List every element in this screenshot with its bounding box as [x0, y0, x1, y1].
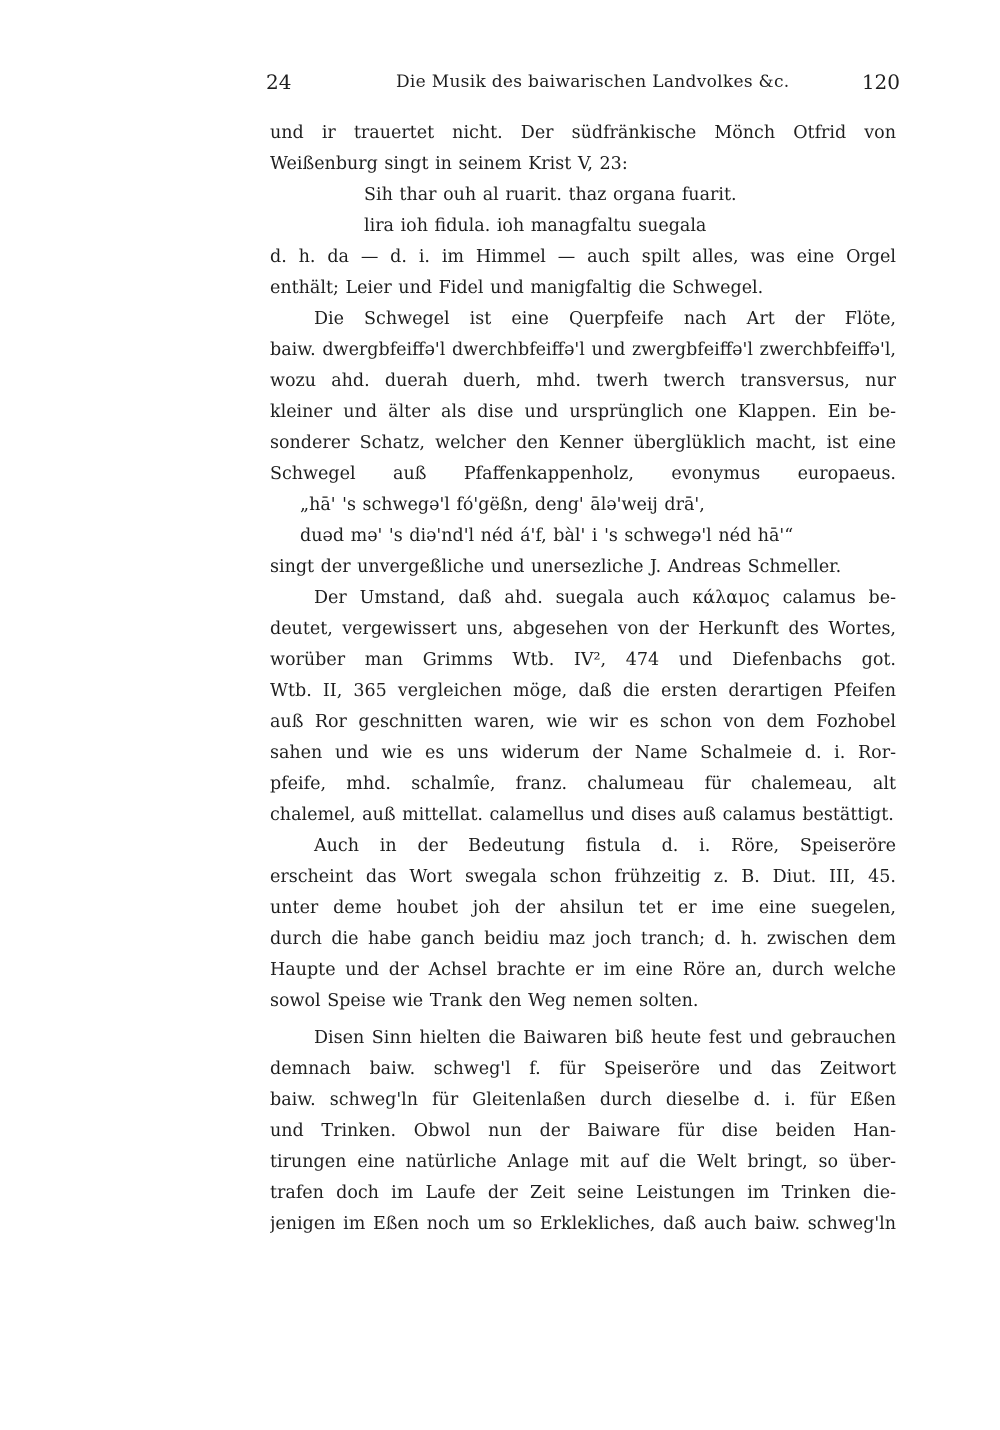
text-line: lira ioh fidula. ioh managfaltu suegala	[364, 216, 707, 236]
text-line: chalemel, auß mittellat. calamellus und dises auß calamus bestättigt.	[270, 805, 894, 825]
text-line: kleiner und älter als dise und ursprünglich one Klappen. Ein be-	[270, 402, 896, 422]
text-line: d. h. da — d. i. im Himmel — auch spilt alles, was eine Orgel	[270, 247, 896, 267]
text-line: deutet, vergewissert uns, abgesehen von der Herkunft des Wortes,	[270, 619, 896, 639]
text-line: und ir trauertet nicht. Der südfränkische Mönch Otfrid von	[270, 123, 896, 143]
text-line: sowol Speise wie Trank den Weg nemen solten.	[270, 991, 699, 1011]
text-line: „hā' 's schwegə'l fó'gëßn, deng' ālə'weij drā',	[300, 495, 705, 515]
text-line: Weißenburg singt in seinem Krist V, 23:	[270, 154, 628, 174]
text-line: pfeife, mhd. schalmîe, franz. chalumeau für chalemeau, alt	[270, 774, 896, 794]
text-line: Auch in der Bedeutung fistula d. i. Röre, Speiseröre	[314, 836, 896, 856]
text-line: Die Schwegel ist eine Querpfeife nach Art der Flöte,	[314, 309, 896, 329]
text-line: sahen und wie es uns widerum der Name Schalmeie d. i. Ror-	[270, 743, 896, 763]
body-text	[270, 118, 896, 1240]
text-line: baiw. schweg'ln für Gleitenlaßen durch dieselbe d. i. für Eßen	[270, 1090, 896, 1110]
text-line: worüber man Grimms Wtb. IV², 474 und Diefenbachs got.	[270, 650, 896, 670]
text-line: erscheint das Wort swegala schon frühzeitig z. B. Diut. III, 45.	[270, 867, 896, 887]
text-line: und Trinken. Obwol nun der Baiware für dise beiden Han-	[270, 1121, 896, 1141]
text-line: Schwegel auß Pfaffenkappenholz, evonymus europaeus.	[270, 464, 896, 484]
text-line: durch die habe ganch beidiu maz joch tranch; d. h. zwischen dem	[270, 929, 896, 949]
page-number-left: 24	[266, 70, 292, 94]
text-line: Der Umstand, daß ahd. suegala auch κάλαμος calamus be-	[314, 588, 896, 608]
text-line: duəd mə' 's diə'nd'l néd á'f, bàl' i 's schwegə'l néd hā'“	[300, 526, 794, 546]
text-line: baiw. dwergbfeiffə'l dwerchbfeiffə'l und zwergbfeiffə'l zwerchbfeiffə'l,	[270, 340, 896, 360]
text-line: unter deme houbet joh der ahsilun tet er ime eine suegelen,	[270, 898, 896, 918]
text-line: Sih thar ouh al ruarit. thaz organa fuarit.	[364, 185, 737, 205]
text-line: enthält; Leier und Fidel und manigfaltig die Schwegel.	[270, 278, 764, 298]
page-header	[266, 70, 900, 100]
text-line: wozu ahd. duerah duerh, mhd. twerh twerch transversus, nur	[270, 371, 896, 391]
text-line: auß Ror geschnitten waren, wie wir es schon von dem Fozhobel	[270, 712, 896, 732]
text-line: Wtb. II, 365 vergleichen möge, daß die ersten derartigen Pfeifen	[270, 681, 896, 701]
text-line: demnach baiw. schweg'l f. für Speiseröre und das Zeitwort	[270, 1059, 896, 1079]
text-line: Disen Sinn hielten die Baiwaren biß heute fest und gebrauchen	[314, 1028, 896, 1048]
text-line: trafen doch im Laufe der Zeit seine Leistungen im Trinken die-	[270, 1183, 896, 1203]
text-line: Haupte und der Achsel brachte er im eine Röre an, durch welche	[270, 960, 896, 980]
text-line: tirungen eine natürliche Anlage mit auf die Welt bringt, so über-	[270, 1152, 896, 1172]
text-line: singt der unvergeßliche und unersezliche J. Andreas Schmeller.	[270, 557, 842, 577]
text-line: sonderer Schatz, welcher den Kenner überglüklich macht, ist eine	[270, 433, 896, 453]
text-line: jenigen im Eßen noch um so Erklekliches, daß auch baiw. schweg'ln	[270, 1214, 896, 1234]
running-title: Die Musik des baiwarischen Landvolkes &c.	[396, 72, 790, 92]
page-number-right: 120	[861, 70, 900, 94]
